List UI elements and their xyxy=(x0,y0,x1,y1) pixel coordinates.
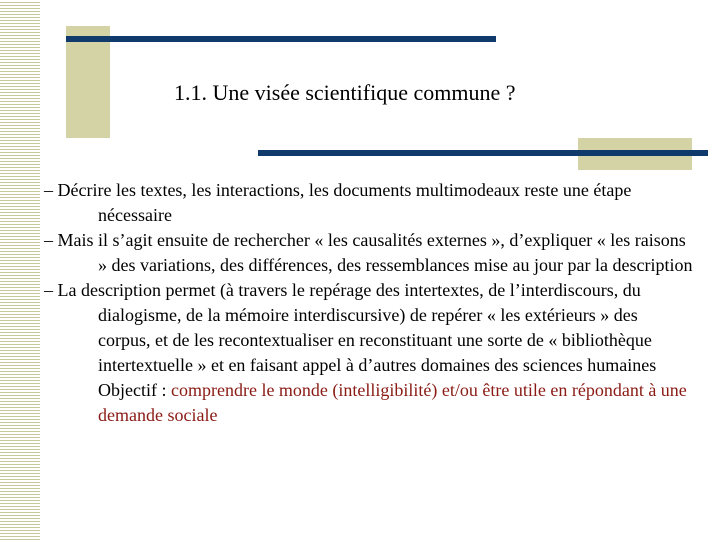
slide-title: 1.1. Une visée scientifique commune ? xyxy=(174,80,516,105)
bullet-describe: – Décrire les textes, les interactions, les documents multimodeaux reste une étape nécessaire xyxy=(44,180,632,225)
slide-body xyxy=(44,178,694,428)
decorative-rule-top xyxy=(66,36,496,42)
decorative-beige-block-top xyxy=(66,26,110,138)
decorative-striped-strip xyxy=(0,0,40,540)
objective-label: Objectif : xyxy=(98,380,171,400)
objective-paragraph xyxy=(44,378,694,428)
objective-text: comprendre le monde (intelligibilité) et/ou être utile en répondant à une demande sociale xyxy=(98,380,687,425)
bullet-causalities: – Mais il s’agit ensuite de rechercher « les causalités externes », d’expliquer « les raisons » des variations, des différences, des ressemblances mise au jour par la description xyxy=(44,230,693,275)
decorative-rule-mid xyxy=(258,150,708,156)
bullet-description-permits: – La description permet (à travers le repérage des intertextes, de l’interdiscours, du dialogisme, de la mémoire interdiscursive) de repérer « les extérieurs » des corpus, et de les recontextualiser en reconstituant une sorte de « bibliothèque intertextuelle » et en faisant appel à d’autres domaines des sciences humaines xyxy=(44,280,657,375)
